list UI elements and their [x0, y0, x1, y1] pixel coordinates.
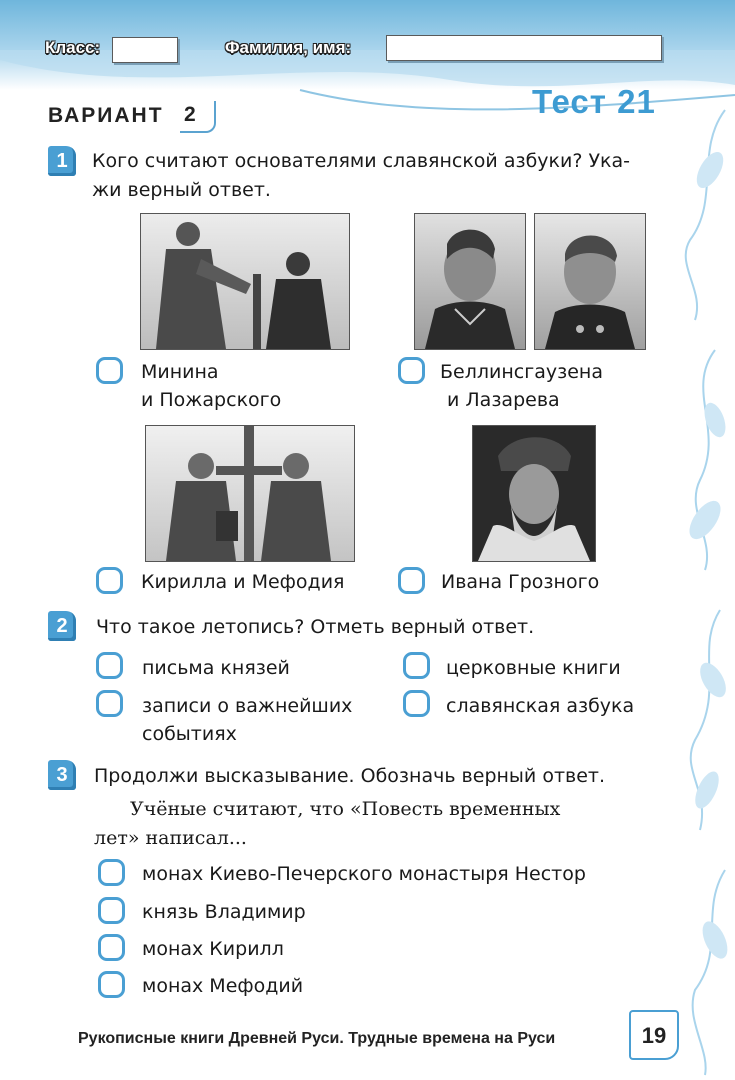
option-1b-checkbox[interactable]	[398, 357, 425, 384]
class-field[interactable]	[112, 37, 178, 63]
name-label: Фамилия, имя:	[225, 38, 352, 57]
option-2d-checkbox[interactable]	[403, 690, 430, 717]
option-3c-label: монах Кирилл	[142, 938, 284, 960]
question-number-2: 2	[48, 611, 76, 641]
option-3b-checkbox[interactable]	[98, 897, 125, 924]
question-3-text: Продолжи высказывание. Обозначь верный ответ.	[94, 765, 606, 787]
option-1d-label: Ивана Грозного	[441, 571, 600, 593]
option-1a-checkbox[interactable]	[96, 357, 123, 384]
admiral-portrait-left	[414, 213, 526, 350]
option-3d-checkbox[interactable]	[98, 971, 125, 998]
option-1d-checkbox[interactable]	[398, 567, 425, 594]
page-number: 19	[629, 1010, 679, 1060]
admiral-portrait-right	[534, 213, 646, 350]
option-2c-label-line2: событиях	[142, 723, 237, 745]
option-2d-label: славянская азбука	[446, 695, 635, 717]
option-1b-label-line1: Беллинсгаузена	[440, 361, 603, 383]
option-2a-label: письма князей	[142, 657, 290, 679]
question-1-text-line1: Кого считают основателями славянской азбуки? Ука-	[92, 150, 631, 172]
option-1b-label-line2: и Лазарева	[447, 389, 560, 411]
class-label: Класс:	[45, 38, 101, 57]
saints-monument-photo	[145, 425, 355, 562]
question-3-statement-line2: лет» написал...	[94, 827, 247, 849]
option-2c-label-line1: записи о важнейших	[142, 695, 353, 717]
option-2c-checkbox[interactable]	[96, 690, 123, 717]
leaf-decoration	[665, 90, 735, 1080]
question-number-3: 3	[48, 760, 76, 790]
option-1a-label-line2: и Пожарского	[141, 389, 282, 411]
option-1c-checkbox[interactable]	[96, 567, 123, 594]
option-1c-label: Кирилла и Мефодия	[141, 571, 345, 593]
option-3a-checkbox[interactable]	[98, 859, 125, 886]
question-number-1: 1	[48, 146, 76, 176]
question-3-statement-line1: Учёные считают, что «Повесть временных	[130, 798, 561, 820]
option-3b-label: князь Владимир	[142, 901, 306, 923]
variant-number: 2	[180, 101, 216, 133]
option-2a-checkbox[interactable]	[96, 652, 123, 679]
option-1a-label-line1: Минина	[141, 361, 219, 383]
tsar-portrait	[472, 425, 596, 562]
test-title: Тест 21	[532, 83, 656, 120]
question-1-text-line2: жи верный ответ.	[92, 179, 271, 201]
monument-photo	[140, 213, 350, 350]
variant-label: ВАРИАНТ	[48, 104, 164, 127]
option-2b-label: церковные книги	[446, 657, 621, 679]
footer-topic: Рукописные книги Древней Руси. Трудные времена на Руси	[78, 1030, 556, 1047]
question-2-text: Что такое летопись? Отметь верный ответ.	[96, 616, 535, 638]
option-3a-label: монах Киево-Печерского монастыря Нестор	[142, 863, 586, 885]
option-3d-label: монах Мефодий	[142, 975, 304, 997]
option-3c-checkbox[interactable]	[98, 934, 125, 961]
name-field[interactable]	[386, 35, 662, 61]
option-2b-checkbox[interactable]	[403, 652, 430, 679]
